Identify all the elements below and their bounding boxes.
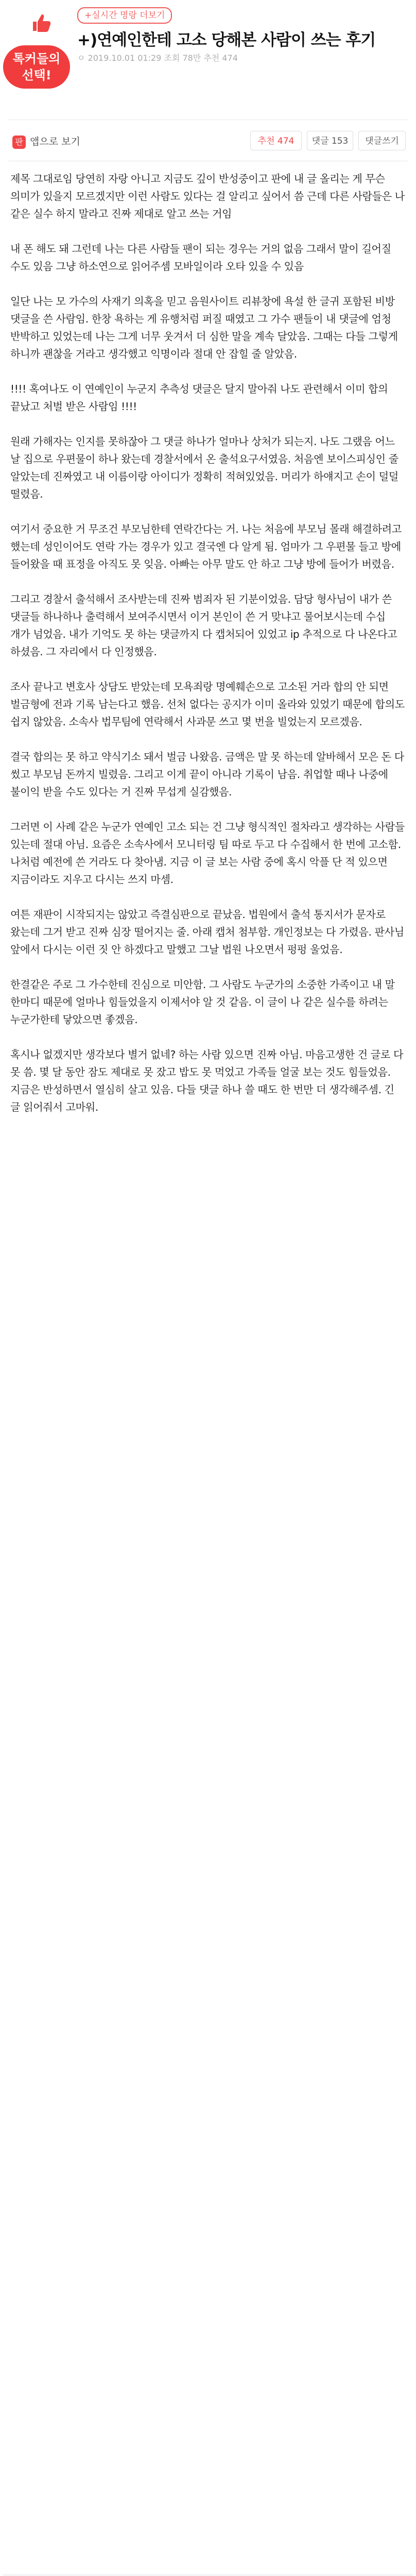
article-paragraph: !!!! 혹여나도 이 연예인이 누군지 추측성 댓글은 달지 말아줘 나도 관련해서 이미 합의 끝났고 처벌 받은 사람임 !!!!: [10, 383, 388, 413]
write-comment-button[interactable]: 댓글쓰기: [358, 131, 406, 150]
recommend-label: 추천: [257, 136, 275, 146]
post-toolbar: [0, 120, 416, 161]
article-paragraph: 원래 가해자는 인지를 못하잖아 그 댓글 하나가 얼마나 상처가 되는지. 나도 그랬음 어느 날 집으로 우편물이 하나 왔는데 경찰서에서 온 출석요구서였음. 처음엔 보이스피싱인 줄 알았는데 진짜였고 내 이름이랑 아이디가 정확히 적혀있었음. 머리가 하얘지고 손이 덜덜 떨렸음.: [10, 435, 398, 500]
open-in-app-button[interactable]: [12, 134, 80, 149]
popular-tag[interactable]: +실시간 명랑 더보기: [77, 7, 172, 24]
article-paragraph: 일단 나는 모 가수의 사재기 의혹을 믿고 음원사이트 리뷰창에 욕설 한 글귀 포함된 비방 댓글을 쓴 사람임. 한창 욕하는 게 유행처럼 퍼질 때였고 그 가수 팬들이 내 댓글에 엄청 반박하고 있었는데 나는 그게 너무 웃겨서 더 심한 말을 계속 달았음. 그때는 다들 그렇게 하니까 괜찮을 거라고 생각했고 익명이라 절대 안 잡힐 줄 알았음.: [10, 295, 398, 360]
open-in-app-label: 앱으로 보기: [30, 136, 80, 147]
comment-label: 댓글: [311, 136, 329, 146]
article-paragraph: 한결같은 주로 그 가수한테 진심으로 미안함. 그 사람도 누군가의 소중한 가족이고 내 말 한마디 때문에 얼마나 힘들었을지 이제서야 알 것 같음. 이 글이 나 같은 실수를 하려는 누군가한테 닿았으면 좋겠음.: [10, 978, 395, 1026]
article-paragraph: 조사 끝나고 변호사 상담도 받았는데 모욕죄랑 명예훼손으로 고소된 거라 합의 안 되면 벌금형에 전과 기록 남는다고 했음. 선처 없다는 공지가 이미 올라와 있었기 때문에 합의도 쉽지 않았음. 소속사 법무팀에 연락해서 사과문 쓰고 몇 번을 빌었는지 모르겠음.: [10, 681, 405, 728]
article-paragraph: 내 폰 해도 돼 그런데 나는 다른 사람들 팬이 되는 경우는 거의 없음 그래서 말이 길어질 수도 있음 그냥 하소연으로 읽어주셈 모바일이라 오타 있을 수 있음: [10, 243, 391, 273]
recommend-button[interactable]: [250, 131, 302, 150]
article-body: [10, 170, 406, 1133]
app-icon: 판: [12, 135, 26, 149]
article-paragraph: 여기서 중요한 거 무조건 부모님한테 연락간다는 거. 나는 처음에 부모님 몰래 해결하려고 했는데 성인이어도 연락 가는 경우가 있고 결국엔 다 알게 됨. 엄마가 그 우편물 들고 방에 들어왔을 때 표정을 아직도 못 잊음. 아빠는 아무 말도 안 하고 그냥 방에 들어가 버렸음.: [10, 523, 402, 570]
article-paragraph: 결국 합의는 못 하고 약식기소 돼서 벌금 나왔음. 금액은 말 못 하는데 알바해서 모은 돈 다 썼고 부모님 돈까지 빌렸음. 그리고 이게 끝이 아니라 기록이 남음. 취업할 때나 나중에 불이익 받을 수도 있다는 거 진짜 무섭게 실감했음.: [10, 751, 404, 798]
pick-badge-label: 톡커들의 선택!: [3, 45, 70, 89]
article-paragraph: 혹시나 없겠지만 생각보다 별거 없네? 하는 사람 있으면 진짜 아님. 마음고생한 건 글로 다 못 씀. 몇 달 동안 잠도 제대로 못 잤고 밥도 못 먹었고 가족들 얼굴 보는 것도 힘들었음. 지금은 반성하면서 열심히 살고 있음. 다들 댓글 하나 쓸 때도 한 번만 더 생각해주셈. 긴 글 읽어줘서 고마워.: [10, 1048, 404, 1113]
sms-screenshot: [3, 2574, 413, 2576]
article-paragraph: 그러면 이 사례 같은 누군가 연예인 고소 되는 건 그냥 형식적인 절차라고 생각하는 사람들 있는데 절대 아님. 요즘은 소속사에서 모니터링 팀 따로 두고 다 수집해서 한 번에 고소함. 나처럼 예전에 쓴 거라도 다 찾아냄. 지금 이 글 보는 사람 중에 혹시 악플 단 적 있으면 지금이라도 지우고 다시는 쓰지 마셈.: [10, 821, 405, 886]
post-meta: ㅇ 2019.10.01 01:29 조회 78만 추천 474: [77, 53, 238, 63]
post-title: +)연예인한테 고소 당해본 사람이 쓰는 후기: [77, 31, 376, 49]
thumbs-up-icon: [26, 9, 56, 39]
comment-count: 153: [331, 136, 349, 146]
comment-count-button[interactable]: [307, 131, 353, 150]
article-paragraph: 여튼 재판이 시작되지는 않았고 즉결심판으로 끝났음. 법원에서 출석 통지서가 문자로 왔는데 그거 받고 진짜 심장 떨어지는 줄. 아래 캡처 첨부함. 개인정보는 다 가렸음. 판사님 앞에서 다시는 이런 짓 안 하겠다고 말했고 그날 법원 나오면서 펑펑 울었음.: [10, 908, 404, 956]
recommend-count: 474: [277, 136, 294, 146]
article-paragraph: 그리고 경찰서 출석해서 조사받는데 진짜 범죄자 된 기분이었음. 담당 형사님이 내가 쓴 댓글들 하나하나 출력해서 보여주시면서 이거 본인이 쓴 거 맞냐고 물어보시는데 수십 개가 넘었음. 내가 기억도 못 하는 댓글까지 다 캡처되어 있었고 ip 추적으로 다 나온다고 하셨음. 그 자리에서 다 인정했음.: [10, 593, 397, 658]
phone-status-bar: [3, 2574, 413, 2576]
pick-badge: [12, 9, 69, 39]
article-paragraph: 제목 그대로임 당연히 자랑 아니고 지금도 깊이 반성중이고 판에 내 글 올리는 게 무슨 의미가 있을지 모르겠지만 이런 사람도 있다는 걸 알리고 싶어서 씀 근데 다른 사람들은 나 같은 실수 하지 말라고 진짜 제대로 알고 쓰는 거임: [10, 173, 405, 220]
post-header: [0, 0, 416, 122]
